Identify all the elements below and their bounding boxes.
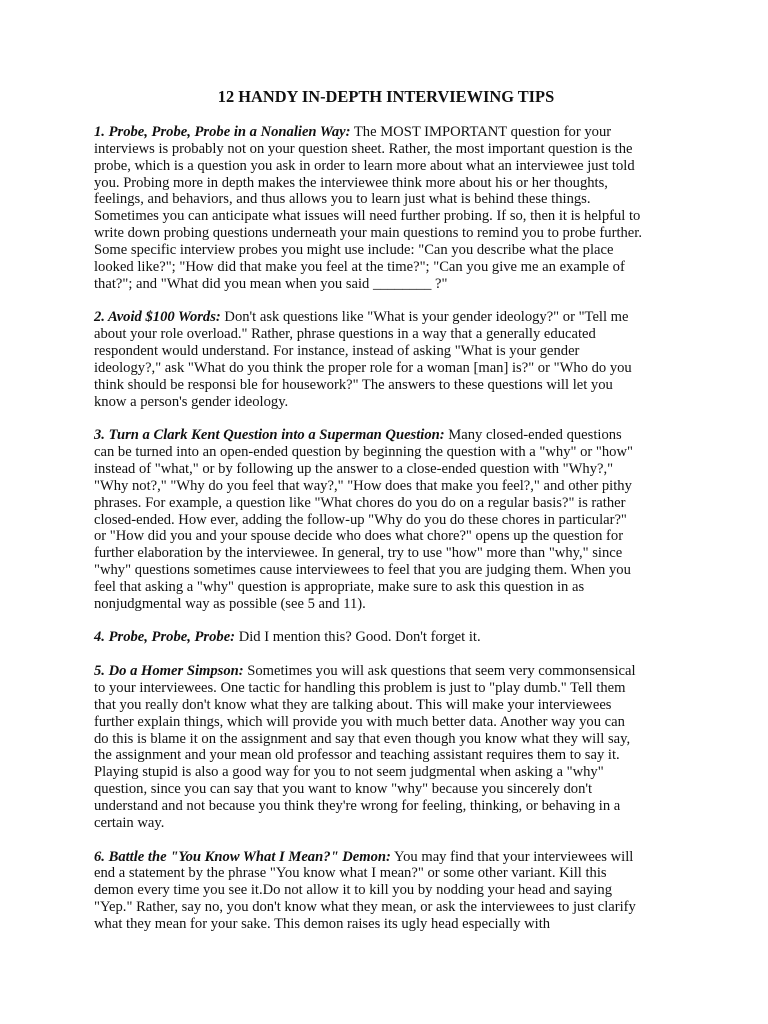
text-line (94, 815, 678, 832)
tip-text: Sometimes you can anticipate what issues will need further probing. If so, then it is helpful to (94, 208, 641, 225)
tip-text: Many closed-ended questions (444, 427, 622, 444)
tip-text: feel that asking a "why" question is appropriate, make sure to ask this question in as (94, 578, 585, 595)
tip-text: You may find that your interviewees will (390, 848, 634, 865)
text-line (94, 747, 678, 764)
text-line (94, 697, 678, 714)
tip-text: Sometimes you will ask questions that seem very commonsensical (243, 663, 636, 680)
text-line (94, 360, 678, 377)
tip-text: demon every time you see it.Do not allow it to kill you by nodding your head and saying (94, 882, 612, 899)
text-line (94, 731, 678, 748)
tip-text: about your role overload." Rather, phrase questions in a way that a generally educated (94, 326, 596, 343)
tips-list (94, 124, 678, 933)
text-line (94, 461, 678, 478)
tip-text: do this is blame it on the assignment and say that even though you know what they will say, (94, 730, 631, 747)
tip-heading: 4. Probe, Probe, Probe: (94, 629, 236, 646)
tip-text: closed-ended. How ever, adding the follow-up "Why do you do these chores in particular?" (94, 511, 627, 528)
text-line (94, 849, 678, 866)
text-line (94, 242, 678, 259)
tip-text: end a statement by the phrase "You know what I mean?" or some other variant. Kill this (94, 865, 607, 882)
tip-text: "Why not?," "Why do you feel that way?," "How does that make you feel?," and other pithy (94, 477, 632, 494)
text-line (94, 259, 678, 276)
tip-text: certain way. (94, 814, 165, 831)
text-line (94, 495, 678, 512)
text-line (94, 562, 678, 579)
document-title: 12 HANDY IN-DEPTH INTERVIEWING TIPS (217, 87, 555, 106)
text-line (94, 394, 678, 411)
tip-text: or "How did you and your spouse decide who does what chore?" opens up the question for (94, 528, 624, 545)
tip-text: The MOST IMPORTANT question for your (350, 124, 612, 140)
tip-text: respondent would understand. For instance, instead of asking "What is your gender (94, 343, 580, 360)
tip-text: Playing stupid is also a good way for you to not seem judgmental when asking a "why" (94, 764, 604, 781)
text-line (94, 512, 678, 529)
text-line (94, 865, 678, 882)
text-line (94, 377, 678, 394)
text-line (94, 916, 678, 933)
tip-text: further explain things, which will provide you with much better data. Another way you can (94, 713, 625, 730)
tip-text: can be turned into an open-ended question by beginning the question with a "why" or "how" (94, 444, 633, 461)
document-page (94, 87, 678, 950)
tip-paragraph (94, 124, 678, 292)
tip-text: Some specific interview probes you might use include: "Can you describe what the place (94, 241, 614, 258)
tip-text: feelings, and behaviors, and thus allows you to learn just what is behind these things. (94, 191, 591, 208)
tip-heading: 3. Turn a Clark Kent Question into a Superman Question: (94, 427, 445, 444)
tip-text: looked like?"; "How did that make you feel at the time?"; "Can you give me an example of (94, 258, 625, 275)
text-line (94, 427, 678, 444)
tip-text: that?"; and "What did you mean when you said ________ ?" (94, 275, 448, 292)
text-line (94, 798, 678, 815)
tip-text: know a person's gender ideology. (94, 393, 289, 410)
text-line (94, 175, 678, 192)
tip-text: question, since you can say that you want to know "why" because you sincerely don't (94, 781, 593, 798)
tip-text: think should be responsi ble for housework?" The answers to these questions will let you (94, 376, 613, 393)
tip-text: "why" questions sometimes cause interviewees to feel that you are judging them. When you (94, 562, 631, 579)
tip-text: instead of "what," or by following up the answer to a close-ended question with "Why?," (94, 460, 614, 477)
text-line (94, 343, 678, 360)
tip-text: further elaboration by the interviewee. In general, try to use "how" more than "why," since (94, 545, 623, 562)
tip-text: to your interviewees. One tactic for handling this problem is just to "play dumb." Tell them (94, 680, 626, 697)
tip-text: "Yep." Rather, say no, you don't know what they mean, or ask the interviewees to just clarify (94, 899, 636, 916)
tip-text: that you really don't know what they are talking about. This will make your interviewees (94, 696, 612, 713)
tip-text: you. Probing more in depth makes the interviewee think more about his or her thoughts, (94, 174, 608, 191)
text-line (94, 141, 678, 158)
tip-text: what they mean for your sake. This demon raises its ugly head especially with (94, 915, 551, 932)
text-line (94, 528, 678, 545)
text-line (94, 680, 678, 697)
text-line (94, 899, 678, 916)
tip-heading: 5. Do a Homer Simpson: (94, 663, 244, 680)
tip-text: understand and not because you think they're wrong for feeling, thinking, or behaving in a (94, 797, 621, 814)
tip-paragraph (94, 427, 678, 612)
text-line (94, 714, 678, 731)
tip-heading: 2. Avoid $100 Words: (94, 309, 221, 326)
text-line (94, 579, 678, 596)
text-line (94, 158, 678, 175)
tip-text: interviews is probably not on your question sheet. Rather, the most important question is the (94, 140, 633, 157)
tip-text: probe, which is a question you ask in order to learn more about what an interviewee just told (94, 157, 635, 174)
text-line (94, 764, 678, 781)
tip-heading: 1. Probe, Probe, Probe in a Nonalien Way: (94, 124, 351, 140)
tip-text: phrases. For example, a question like "What chores do you do on a regular basis?" is rather (94, 494, 626, 511)
text-line (94, 781, 678, 798)
tip-text: ideology?," ask "What do you think the proper role for a woman [man] is?" or "Who do you (94, 359, 632, 376)
text-line (94, 124, 678, 141)
text-line (94, 326, 678, 343)
tip-text: the assignment and your mean old professor and teaching assistant requires them to say it. (94, 747, 620, 764)
text-line (94, 309, 678, 326)
text-line (94, 191, 678, 208)
text-line (94, 663, 678, 680)
tip-text: write down probing questions underneath your main questions to remind you to probe further. (94, 225, 642, 242)
text-line (94, 208, 678, 225)
text-line (94, 225, 678, 242)
tip-text: nonjudgmental way as possible (see 5 and 11). (94, 595, 366, 612)
tip-paragraph (94, 309, 678, 410)
tip-text: Don't ask questions like "What is your gender ideology?" or "Tell me (220, 309, 629, 326)
tip-paragraph (94, 663, 678, 831)
text-line (94, 629, 678, 646)
tip-paragraph (94, 849, 678, 933)
tip-paragraph (94, 629, 678, 646)
tip-text: Did I mention this? Good. Don't forget it. (235, 629, 481, 646)
text-line (94, 596, 678, 613)
text-line (94, 276, 678, 293)
text-line (94, 545, 678, 562)
text-line (94, 478, 678, 495)
tip-heading: 6. Battle the "You Know What I Mean?" Demon: (94, 848, 391, 865)
text-line (94, 882, 678, 899)
text-line (94, 444, 678, 461)
